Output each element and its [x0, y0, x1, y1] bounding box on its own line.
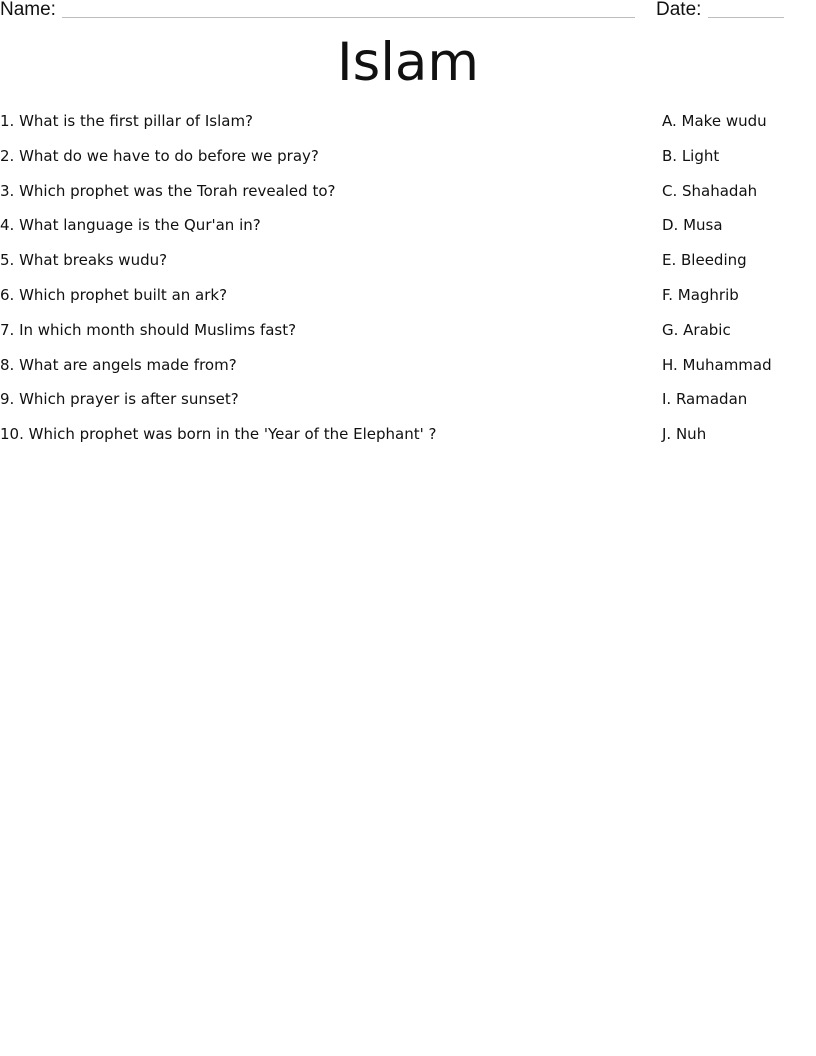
name-input-line[interactable]: [62, 17, 635, 18]
question-item: 6. Which prophet built an ark?: [0, 285, 228, 304]
answer-item: F. Maghrib: [662, 285, 739, 304]
question-item: 7. In which month should Muslims fast?: [0, 320, 297, 339]
answer-item: A. Make wudu: [662, 112, 767, 130]
worksheet-header: [0, 0, 816, 24]
question-item: 3. Which prophet was the Torah revealed to?: [0, 181, 336, 200]
answer-item: G. Arabic: [662, 320, 731, 339]
question-item: 9. Which prayer is after sunset?: [0, 390, 239, 409]
question-item: 4. What language is the Qur'an in?: [0, 216, 261, 235]
answer-item: I. Ramadan: [662, 390, 748, 409]
date-input-line[interactable]: [708, 17, 784, 18]
question-item: 8. What are angels made from?: [0, 355, 237, 374]
date-label: Date:: [656, 0, 702, 20]
question-item: 10. Which prophet was born in the 'Year of the Elephant' ?: [0, 425, 437, 444]
question-list: [0, 111, 640, 459]
answer-item: D. Musa: [662, 216, 723, 235]
answer-item: B. Light: [662, 146, 720, 165]
answer-item: C. Shahadah: [662, 181, 758, 200]
answer-item: E. Bleeding: [662, 251, 747, 270]
question-item: 2. What do we have to do before we pray?: [0, 146, 319, 165]
page-title: Islam: [336, 32, 480, 93]
question-item: 1. What is the first pillar of Islam?: [0, 112, 254, 130]
answer-list: [662, 111, 812, 459]
name-label: Name:: [0, 0, 56, 20]
question-item: 5. What breaks wudu?: [0, 251, 168, 270]
answer-item: J. Nuh: [662, 425, 707, 444]
answer-item: H. Muhammad: [662, 355, 772, 374]
